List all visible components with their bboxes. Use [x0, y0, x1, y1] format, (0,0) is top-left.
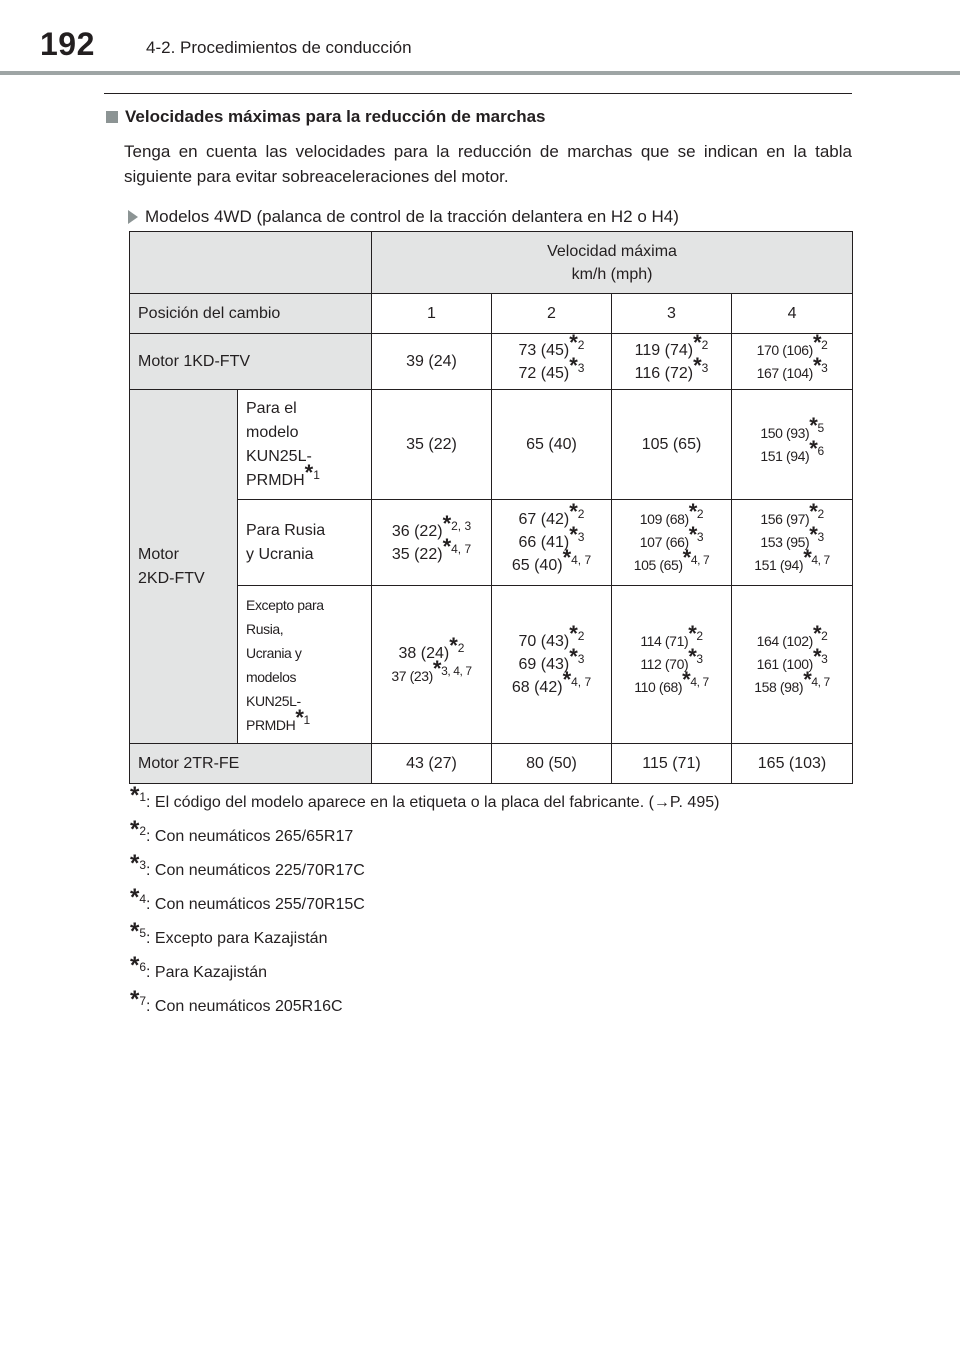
speed-cell: 105 (65) [612, 390, 732, 500]
engine-label: Motor 1KD-FTV [130, 334, 372, 390]
footnote: *$^5$: Excepto para Kazajistán [130, 918, 328, 947]
models-label [128, 207, 852, 227]
section-title: 4-2. Procedimientos de conducción [146, 38, 412, 57]
table-row-except [130, 586, 853, 744]
square-bullet-icon [106, 111, 118, 123]
speed-cell: 38 (24)*$^2$ 37 (23)*3, 4, 7 [372, 586, 492, 744]
table-corner-cell [130, 232, 372, 294]
variant-label: Para el modelo KUN25L- PRMDH*$^1$ [238, 390, 372, 500]
page-header [0, 0, 960, 80]
speed-cell: 164 (102)*2 161 (100)*3 158 (98)*4, 7 [732, 586, 853, 744]
speed-cell: 36 (22)*$^{2, 3}$ 35 (22)*$^{4, 7}$ [372, 500, 492, 586]
gear-3-header: 3 [612, 294, 732, 334]
page-number: 192 [40, 26, 95, 62]
header-rule [0, 71, 960, 75]
variant-label: Para Rusia y Ucrania [238, 500, 372, 586]
speed-cell: 70 (43)*$^2$ 69 (43)*$^3$ 68 (42)*$^{4, 7}$ [492, 586, 612, 744]
speed-cell: 109 (68)*2 107 (66)*3 105 (65)*4, 7 [612, 500, 732, 586]
speed-cell: 115 (71) [612, 744, 732, 784]
variant-label: Excepto para Rusia, Ucrania y modelos KUN25L- PRMDH*1 [238, 586, 372, 744]
footnote: *$^4$: Con neumáticos 255/70R15C [130, 884, 365, 913]
gear-position-label: Posición del cambio [130, 294, 372, 334]
speed-cell: 73 (45)*$^2$ 72 (45)*$^3$ [492, 334, 612, 390]
speed-cell: 39 (24) [372, 334, 492, 390]
speed-cell: 67 (42)*$^2$ 66 (41)*$^3$ 65 (40)*$^{4, 7}$ [492, 500, 612, 586]
speed-cell: 43 (27) [372, 744, 492, 784]
footnote: *$^2$: Con neumáticos 265/65R17 [130, 816, 354, 845]
engine-label: Motor 2TR-FE [130, 744, 372, 784]
speed-cell: 150 (93)*5 151 (94)*6 [732, 390, 853, 500]
footnote: *$^1$: El código del modelo aparece en la etiqueta o la placa del fabricante. (→P. 495) [130, 782, 720, 811]
footnote: *$^7$: Con neumáticos 205R16C [130, 986, 343, 1015]
gear-4-header: 4 [732, 294, 853, 334]
section-paragraph: Tenga en cuenta las velocidades para la reducción de marchas que se indican en la tabla siguiente para evitar sobreaceleraciones del motor. [124, 142, 852, 186]
footnotes [130, 782, 720, 1032]
section-block [106, 107, 852, 227]
section-heading-text: Velocidades máximas para la reducción de marchas [125, 107, 546, 126]
gear-1-header: 1 [372, 294, 492, 334]
speed-cell: 65 (40) [492, 390, 612, 500]
speed-cell: 119 (74)*$^2$ 116 (72)*$^3$ [612, 334, 732, 390]
max-speed-table [129, 231, 853, 784]
footnote: *$^6$: Para Kazajistán [130, 952, 267, 981]
section-heading [106, 107, 852, 127]
footnote: *$^3$: Con neumáticos 225/70R17C [130, 850, 365, 879]
table-title-cell: Velocidad máxima km/h (mph) [372, 232, 853, 294]
models-label-text: Modelos 4WD (palanca de control de la tracción delantera en H2 o H4) [145, 207, 679, 226]
speed-cell: 35 (22) [372, 390, 492, 500]
triangle-arrow-icon [128, 210, 138, 224]
gear-2-header: 2 [492, 294, 612, 334]
speed-cell: 80 (50) [492, 744, 612, 784]
table-row-2tr [130, 744, 853, 784]
speed-cell: 156 (97)*2 153 (95)*3 151 (94)*4, 7 [732, 500, 853, 586]
engine-label-2kd: Motor 2KD-FTV [130, 390, 238, 744]
speed-cell: 165 (103) [732, 744, 853, 784]
speed-cell: 114 (71)*2 112 (70)*3 110 (68)*4, 7 [612, 586, 732, 744]
speed-cell: 170 (106)*2 167 (104)*3 [732, 334, 853, 390]
table-row-russia [130, 500, 853, 586]
table-row-kun25l [130, 390, 853, 500]
table-row-1kd [130, 334, 853, 390]
content-divider [104, 93, 852, 94]
